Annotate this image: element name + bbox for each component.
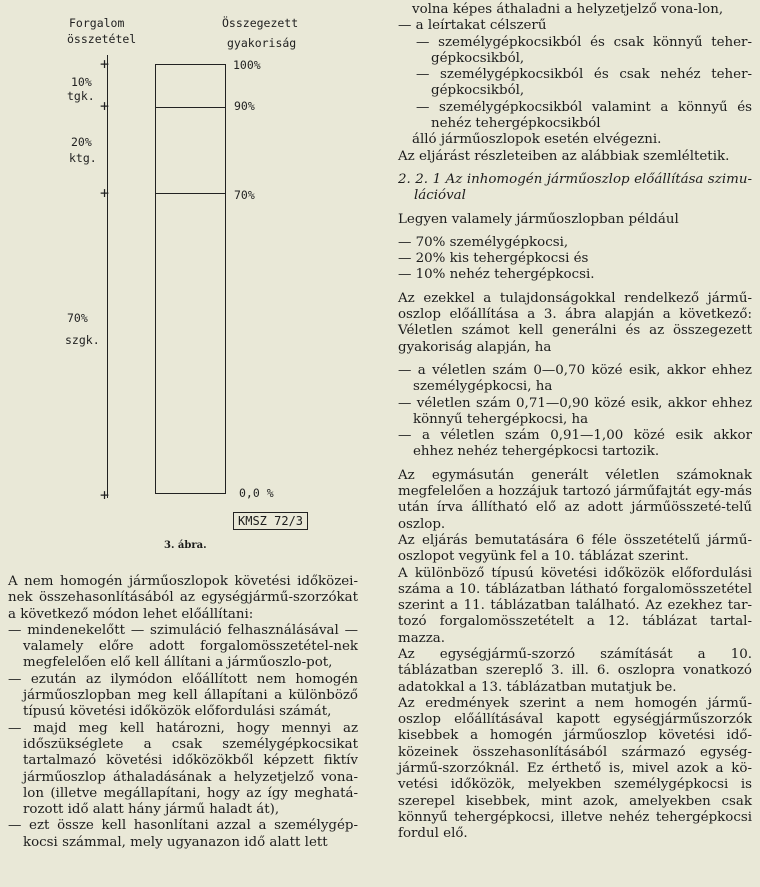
paragraph-gap <box>398 461 752 468</box>
paragraph: — ezután az ilymódon előállított nem homogén járműoszlopban meg kell állapítani a különböző típusú követési időközök előfordulási számát, <box>8 671 358 720</box>
segment-abbr-nehez: tgk. <box>67 89 95 103</box>
paragraph: Az eljárást részleteiben az alábbiak szemléltetik. <box>398 148 730 164</box>
paragraph: — személygépkocsikból és csak nehéz teher-gépkocsikból, <box>416 67 752 99</box>
figure-caption: 3. ábra. <box>164 540 207 551</box>
left-label-line1: Forgalom <box>69 16 125 30</box>
paragraph: A különböző típusú követési időközök előfordulási száma a 10. táblázatban látható forgalomösszetétel szerint a 11. táblázatban található. Az ezekhez tar-tozó forgalomösszetételt a 12. táblázat tartal-mazza. <box>398 565 752 646</box>
left-column <box>8 574 358 851</box>
segment-pct-kis: 20% <box>71 135 92 149</box>
cumulative-90: 90% <box>234 99 255 113</box>
cumulative-70: 70% <box>234 188 255 202</box>
cumulative-bar <box>155 64 226 494</box>
cumulative-100: 100% <box>233 58 261 72</box>
segment-pct-szgk: 70% <box>67 311 88 325</box>
paragraph: — mindenekelőtt — szimuláció felhasználásával — valamely előre adott forgalomösszetétel-nek megfelelően elő kell állítani a járműoszlo-pot, <box>8 622 358 671</box>
paragraph: — 10% nehéz tehergépkocsi. <box>398 267 595 283</box>
paragraph: — 20% kis tehergépkocsi és <box>398 251 589 267</box>
axis-line <box>107 55 108 498</box>
axis-tick: + <box>100 184 110 202</box>
segment-abbr-kis: ktg. <box>69 151 97 165</box>
paragraph: volna képes áthaladni a helyzetjelző vona-lon, <box>412 2 724 17</box>
axis-tick: + <box>100 97 110 115</box>
cumulative-0: 0,0 % <box>239 486 274 500</box>
segment-abbr-szgk: szgk. <box>65 333 100 347</box>
paragraph-gap <box>398 284 752 291</box>
paragraph: — a véletlen szám 0,91—1,00 közé esik akkor ehhez nehéz tehergépkocsi tartozik. <box>398 428 752 460</box>
paragraph: — a véletlen szám 0—0,70 közé esik, akkor ehhez személygépkocsi, ha <box>398 362 752 395</box>
paragraph: — személygépkocsikból és csak könnyű teher-gépkocsikból, <box>416 34 752 66</box>
right-label-line2: gyakoriság <box>227 36 297 50</box>
paragraph-gap <box>398 165 752 172</box>
right-column <box>398 2 752 843</box>
paragraph: — ezt össze kell hasonlítani azzal a személygép-kocsi számmal, mely ugyanazon idő alatt lett <box>8 818 358 850</box>
paragraph-gap <box>398 228 752 235</box>
paragraph-gap <box>398 356 752 363</box>
segment-pct-nehez: 10% <box>71 75 92 89</box>
right-label-line1: Összegezett <box>222 16 299 30</box>
axis-tick: + <box>100 55 110 73</box>
bar-divider-90 <box>155 107 226 108</box>
left-label-line2: összetétel <box>67 32 137 46</box>
paragraph: — a leírtakat célszerű <box>398 18 547 34</box>
paragraph-gap <box>398 205 752 212</box>
paragraph: Az eredmények szerint a nem homogén jármű-oszlop előállításával kapott egységjárműszorzók kisebbek a homogén járműoszlop követési idő-közeinek összehasonlításából származó egység-jármű-szorzóknál. Ez érthető is, mivel azok a kö-vetési időközök, melyekben személygépkocsi is szerepel kisebbek, mint azok, amelyekben csak könnyű tehergépkocsi, illetve nehéz tehergépkocsi fordul elő. <box>398 695 752 842</box>
paragraph: Legyen valamely járműoszlopban például <box>398 211 679 227</box>
stamp: KMSZ 72/3 <box>233 512 308 530</box>
paragraph: Az eljárás bemutatására 6 féle összetételű jármű-oszlopot vegyünk fel a 10. táblázat szerint. <box>398 532 752 565</box>
paragraph: álló járműoszlopok esetén elvégezni. <box>412 132 662 148</box>
paragraph: — személygépkocsikból valamint a könnyű és nehéz tehergépkocsikból <box>416 99 752 132</box>
paragraph: Az egymásután generált véletlen számoknak megfelelően a hozzájuk tartozó járműfajtát egy-más után írva állítható elő az adott járműösszeté-telű oszlop. <box>398 467 752 532</box>
paragraph: — majd meg kell határozni, hogy mennyi az időszükséglete a csak személygépkocsikat tartalmazó követési időközökből képzett fiktív járműoszlop áthaladásának a helyzetjelző vona-lon (illetve megállapítani, hogy az így meghatá-rozott idő alatt hány jármű haladt át), <box>8 720 358 818</box>
axis-tick: + <box>100 486 110 504</box>
bar-divider-70 <box>155 193 226 194</box>
paragraph: — 70% személygépkocsi, <box>398 234 569 250</box>
paragraph: 2. 2. 1 Az inhomogén járműoszlop előállítása szimu-lációval <box>398 171 752 204</box>
paragraph: Az egységjármű-szorzó számítását a 10. táblázatban szereplő 3. ill. 6. oszlopra vonatkozó adatokkal a 13. táblázatban mutatjuk be. <box>398 646 752 695</box>
paragraph: — véletlen szám 0,71—0,90 közé esik, akkor ehhez könnyű tehergépkocsi, ha <box>398 395 752 427</box>
paragraph: A nem homogén járműoszlopok követési időközei-nek összehasonlításából az egységjármű-szorzókat a következő módon lehet előállítani: <box>8 574 358 622</box>
paragraph: Az ezekkel a tulajdonságokkal rendelkező jármű-oszlop előállítása a 3. ábra alapján a következő: Véletlen számot kell generálni és az összegezett gyakoriság alapján, ha <box>398 290 752 355</box>
